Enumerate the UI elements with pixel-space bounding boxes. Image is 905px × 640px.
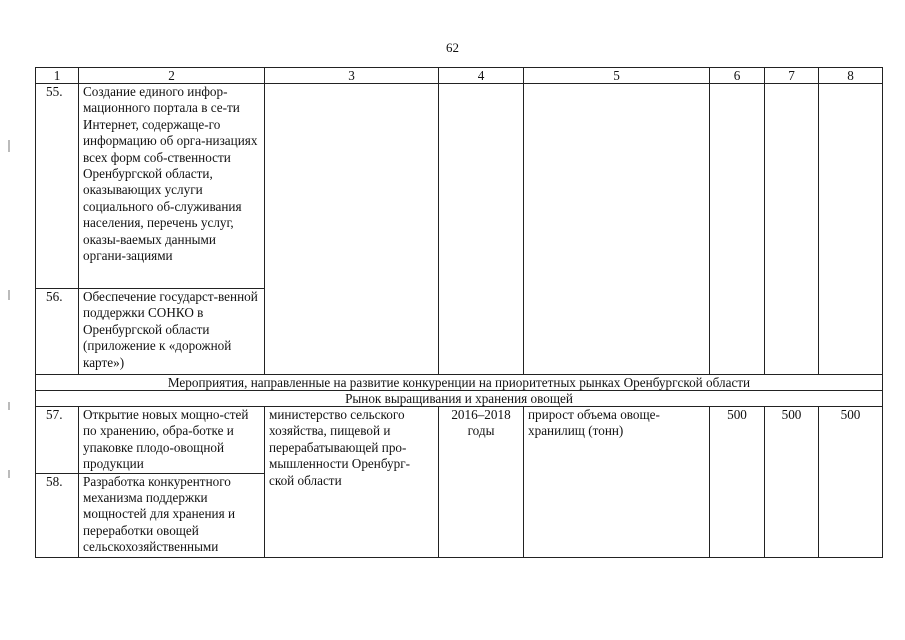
row-number: 55. [36,84,79,289]
column-header: 6 [710,68,765,84]
row-number: 58. [36,473,79,557]
column-header: 7 [765,68,819,84]
indicator-cell: прирост объема овоще-хранилищ (тонн) [524,407,710,558]
table-row [36,407,883,474]
measure-title: Открытие новых мощно-стей по хранению, обра-ботке и упаковке плодо-овощной продукции [79,407,265,474]
column-number-row [36,68,883,84]
period-cell: 2016–2018 годы [439,407,524,558]
empty-cell [524,84,710,375]
table-row [36,84,883,289]
empty-cell [439,84,524,375]
measure-title: Обеспечение государст-венной поддержки СОНКО в Оренбургской области (приложение к «дорожной карте») [79,289,265,375]
value-cell-7: 500 [765,407,819,558]
subsection-row [36,391,883,407]
column-header: 1 [36,68,79,84]
value-cell-8: 500 [819,407,883,558]
row-number: 57. [36,407,79,474]
measures-table [35,67,883,558]
column-header: 5 [524,68,710,84]
row-number: 56. [36,289,79,375]
section-row [36,375,883,391]
column-header: 2 [79,68,265,84]
subsection-title: Рынок выращивания и хранения овощей [36,391,883,407]
empty-cell [819,84,883,375]
value-cell-6: 500 [710,407,765,558]
page-number: 62 [446,40,459,55]
empty-cell [765,84,819,375]
executor-cell: министерство сельского хозяйства, пищевой и перерабатывающей про-мышленности Оренбург-ской области [265,407,439,558]
column-header: 8 [819,68,883,84]
empty-cell [710,84,765,375]
measure-title: Разработка конкурентного механизма поддержки мощностей для хранения и переработки овощей сельскохозяйственными [79,473,265,557]
empty-cell [265,84,439,375]
column-header: 3 [265,68,439,84]
section-title: Мероприятия, направленные на развитие конкуренции на приоритетных рынках Оренбургской области [36,375,883,391]
column-header: 4 [439,68,524,84]
measure-title: Создание единого инфор-мационного портала в се-ти Интернет, содержаще-го информацию об орга-низациях всех форм соб-ственности Оренбургской области, оказывающих услуги социального об-служивания населения, перечень услуг, оказы-ваемых данными органи-зациями [79,84,265,289]
